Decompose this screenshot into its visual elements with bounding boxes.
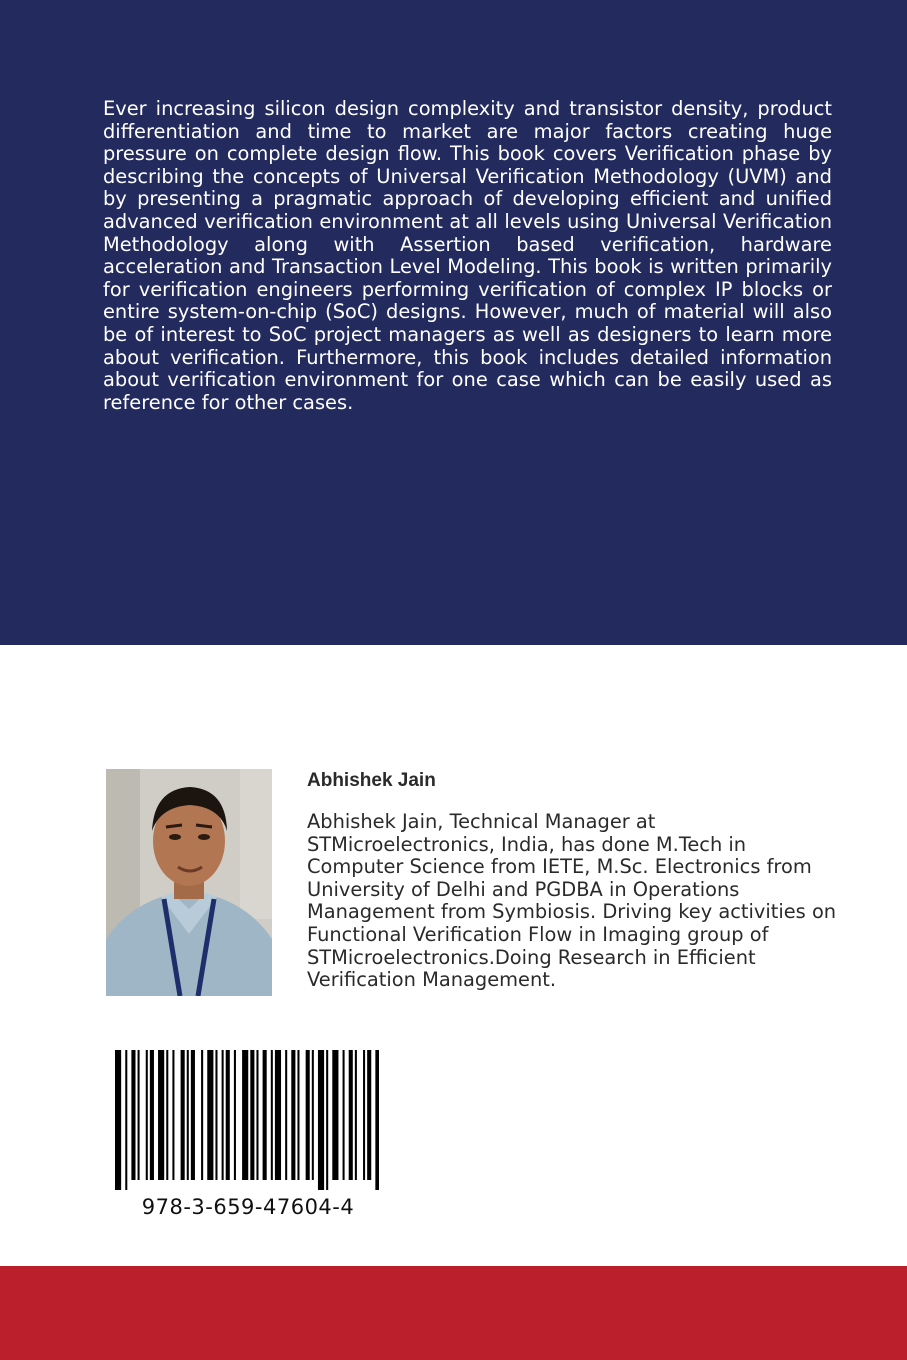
barcode-bar [312,1050,314,1180]
barcode-bar [285,1050,287,1180]
back-cover-panel [0,0,907,645]
barcode-bar [222,1050,224,1180]
barcode-bar [191,1050,195,1180]
barcode-bar [115,1050,121,1190]
barcode-bar [291,1050,295,1180]
barcode-bar [367,1050,371,1180]
barcode-bar [263,1050,267,1180]
barcode-bar [349,1050,353,1180]
barcode-bar [271,1050,273,1180]
barcode-bar [250,1050,254,1180]
barcode-bar [297,1050,299,1180]
barcode-bar [187,1050,189,1180]
bottom-color-band [0,1266,907,1360]
barcode-bar [150,1050,154,1180]
barcode-bar [172,1050,174,1180]
barcode-bar [343,1050,345,1180]
barcode-bar [234,1050,236,1180]
isbn-number: 978-3-659-47604-4 [141,1195,355,1219]
barcode-bar [275,1050,281,1180]
barcode-bar [138,1050,140,1180]
barcode-bar [125,1050,127,1190]
barcode-bar [201,1050,203,1180]
barcode-bar [318,1050,324,1190]
barcode-bar [166,1050,168,1180]
barcode-bar [242,1050,248,1180]
barcode-bar [215,1050,217,1180]
book-description: Ever increasing silicon design complexity and transistor density, product differentiation and time to market are major factors creating huge pressure on complete design flow. This book covers Verification phase by describing the concepts of Universal Verification Methodology (UVM) and by presenting a pragmatic approach of developing efficient and unified advanced verification environment at all levels using Universal Verification Methodology along with Assertion based verification, hardware acceleration and Transaction Level Modeling. This book is written primarily for verification engineers performing verification of complex IP blocks or entire system-on-chip (SoC) designs. However, much of material will also be of interest to SoC project managers as well as designers to learn more about verification. Furthermore, this book includes detailed information about verification environment for one case which can be easily used as reference for other cases. [103,97,832,414]
barcode-bar [131,1050,135,1180]
barcode-bar [332,1050,338,1180]
barcode-bar [355,1050,357,1180]
barcode-bar [226,1050,230,1180]
author-photo [106,769,272,996]
barcode-bar [146,1050,148,1180]
barcode-bar [363,1050,365,1180]
author-name: Abhishek Jain [307,770,436,791]
barcode-bar [158,1050,164,1180]
barcode-bar [207,1050,213,1180]
barcode-bar [326,1050,328,1190]
barcode-bar [256,1050,258,1180]
barcode-bar [375,1050,379,1190]
barcode-bar [306,1050,310,1180]
author-bio: Abhishek Jain, Technical Manager at STMicroelectronics, India, has done M.Tech in Computer Science from IETE, M.Sc. Electronics from University of Delhi and PGDBA in Operations Management from Symbiosis. Driving key activities on Functional Verification Flow in Imaging group of STMicroelectronics.Doing Research in Efficient Verification Management. [307,810,837,992]
barcode-bar [181,1050,185,1180]
